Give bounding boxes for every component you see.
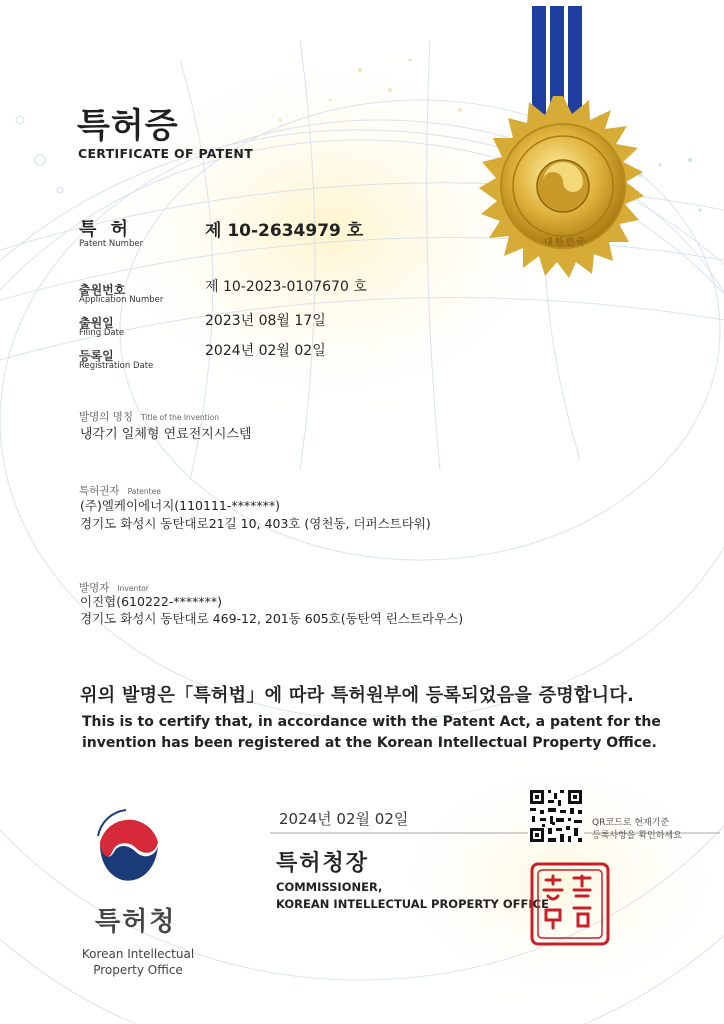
invention-label-en: Title of the Invention — [141, 413, 219, 422]
inventor-address: 경기도 화성시 동탄대로 469-12, 201동 605호(동탄역 린스트라우스) — [80, 611, 464, 626]
qr-note-line1: QR코드로 현재기준 — [592, 818, 670, 828]
office-name-en-line1: Korean Intellectual — [81, 947, 195, 961]
inventor-name: 이진협(610222-*******) — [80, 594, 222, 609]
filing-date-label-en: Filing Date — [79, 328, 125, 338]
office-name-en-line2: Property Office — [93, 963, 183, 977]
office-name-ko: 특허청 — [95, 907, 177, 937]
inventor-label-en: Inventor — [117, 584, 149, 593]
inventor-label-ko: 발명자 — [79, 582, 110, 594]
certification-text-en-line1: This is to certify that, in accordance with the Patent Act, a patent for the — [82, 714, 661, 730]
invention-label-ko: 발명의 명칭 — [79, 411, 134, 423]
patent-number: 제 10-2634979 호 — [205, 221, 364, 241]
patent-label-en: Patent Number — [79, 239, 144, 249]
commissioner-title-en-line2: KOREAN INTELLECTUAL PROPERTY OFFICE — [276, 897, 549, 911]
seal-label: 대한민국 — [544, 238, 587, 248]
patentee-label-en: Patentee — [127, 487, 161, 496]
registration-date-label-ko: 등록일 — [79, 349, 114, 363]
issue-date: 2024년 02월 02일 — [279, 810, 409, 828]
filing-date: 2023년 08월 17일 — [205, 313, 326, 329]
application-number: 제 10-2023-0107670 호 — [205, 279, 367, 295]
application-number-label-en: Application Number — [79, 295, 164, 305]
kipo-logo-icon — [92, 806, 166, 890]
invention-title: 냉각기 일체형 연료전지시스템 — [80, 427, 252, 442]
certification-text-ko: 위의 발명은「특허법」에 따라 특허원부에 등록되었음을 증명합니다. — [80, 685, 635, 706]
qr-code-icon[interactable] — [528, 788, 584, 844]
application-number-label-ko: 출원번호 — [79, 283, 126, 297]
page-title: 특허증 — [77, 106, 179, 146]
patent-label-ko: 특 허 — [79, 219, 133, 240]
patentee-label-ko: 특허권자 — [79, 485, 120, 497]
official-stamp-icon — [530, 862, 610, 946]
commissioner-title-ko: 특허청장 — [276, 851, 370, 876]
registration-date-label-en: Registration Date — [79, 361, 154, 371]
certification-text-en-line2: invention has been registered at the Korean Intellectual Property Office. — [82, 735, 657, 751]
filing-date-label-ko: 출원일 — [79, 316, 114, 330]
qr-note-line2: 등록사항을 확인하세요 — [592, 831, 682, 841]
commissioner-title-en-line1: COMMISSIONER, — [276, 880, 383, 894]
patentee-address: 경기도 화성시 동탄대로21길 10, 403호 (영천동, 더퍼스트타워) — [80, 516, 431, 531]
registration-date: 2024년 02월 02일 — [205, 343, 326, 359]
patentee-name: (주)엘케이에너지(110111-*******) — [80, 498, 281, 513]
invention-section-label — [79, 405, 219, 424]
page-subtitle: CERTIFICATE OF PATENT — [78, 146, 254, 161]
